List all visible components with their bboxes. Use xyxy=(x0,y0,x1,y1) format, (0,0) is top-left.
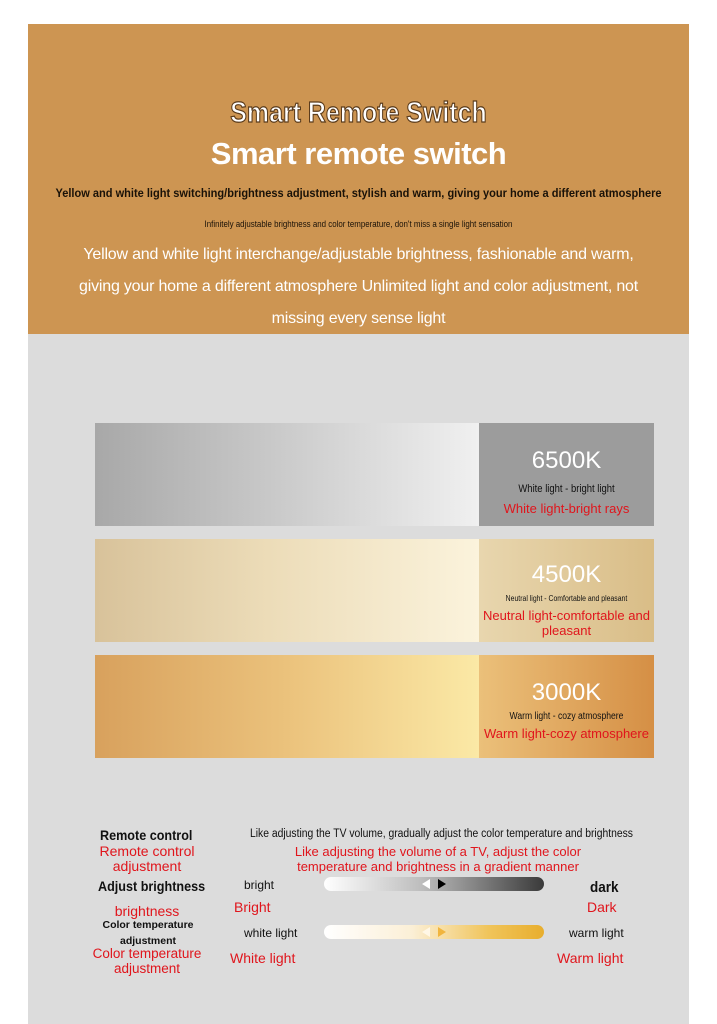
temperature-label: Warm light - cozy atmosphere xyxy=(509,711,624,722)
bright-label: bright xyxy=(244,878,275,892)
arrow-left-icon[interactable] xyxy=(422,927,430,937)
temperature-label: Neutral light - Comfortable and pleasant xyxy=(505,594,628,603)
temperature-bar-3000k xyxy=(95,655,654,758)
temperature-label-red: White light-bright rays xyxy=(503,501,630,516)
color-temperature-slider[interactable] xyxy=(324,925,544,939)
temperature-bar-6500k xyxy=(95,423,654,526)
kelvin-value: 3000K xyxy=(531,679,602,706)
temperature-panel xyxy=(479,423,654,526)
kelvin-value: 4500K xyxy=(531,561,602,588)
bright-label-red: Bright xyxy=(234,899,271,915)
gradient-swatch-neutral xyxy=(95,539,479,642)
remote-description: Like adjusting the TV volume, gradually adjust the color temperature and brightness xyxy=(250,828,633,840)
page-title: Smart remote switch xyxy=(210,136,507,171)
warm-light-label-red: Warm light xyxy=(557,950,624,966)
dark-label: dark xyxy=(590,879,619,896)
poster-canvas xyxy=(28,24,689,1024)
temperature-label-red: Neutral light-comfortable and pleasant xyxy=(483,608,650,638)
arrow-left-icon[interactable] xyxy=(422,879,430,889)
arrow-right-icon[interactable] xyxy=(438,879,446,889)
kelvin-value: 6500K xyxy=(531,447,602,474)
remote-description-red: Like adjusting the volume of a TV, adjust the color temperature and brightness in a gradient manner xyxy=(294,844,582,874)
remote-control-label-red: Remote control adjustment xyxy=(99,843,195,874)
brightness-slider[interactable] xyxy=(324,877,544,891)
white-light-label: white light xyxy=(244,926,298,940)
temperature-label-red: Warm light-cozy atmosphere xyxy=(484,726,649,741)
temperature-label: White light - bright light xyxy=(518,483,615,495)
color-temperature-label-red: Color temperature adjustment xyxy=(92,946,202,976)
subtitle-primary: Yellow and white light switching/brightness adjustment, stylish and warm, giving your home a different atmosphere xyxy=(55,186,662,200)
temperature-bar-4500k xyxy=(95,539,654,642)
gradient-swatch-warm xyxy=(95,655,479,758)
color-temperature-label: Color temperature adjustment xyxy=(102,919,194,947)
title-outline: Smart Remote Switch xyxy=(230,97,487,129)
white-light-label-red: White light xyxy=(230,950,296,966)
remote-control-label: Remote control xyxy=(100,827,193,843)
brightness-label: Adjust brightness xyxy=(98,878,206,894)
header-description: Yellow and white light interchange/adjustable brightness, fashionable and warm, giving your home a different atmosphere Unlimited light and color adjustment, not missing every sense light xyxy=(79,246,638,327)
warm-light-label: warm light xyxy=(569,926,624,940)
header-banner xyxy=(28,24,689,334)
temperature-panel xyxy=(479,539,654,642)
temperature-panel xyxy=(479,655,654,758)
subtitle-secondary: Infinitely adjustable brightness and color temperature, don't miss a single light sensation xyxy=(204,219,513,229)
dark-label-red: Dark xyxy=(587,899,617,915)
arrow-right-icon[interactable] xyxy=(438,927,446,937)
brightness-label-red: brightness xyxy=(114,903,180,919)
gradient-swatch-white xyxy=(95,423,479,526)
